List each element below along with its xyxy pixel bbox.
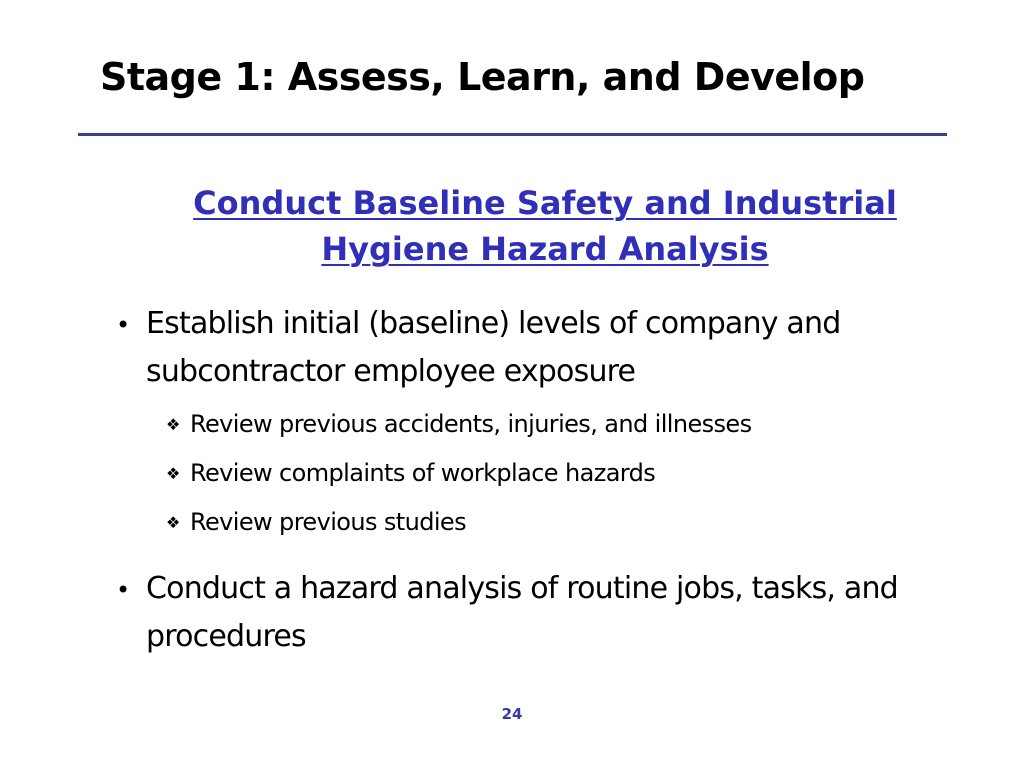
bullet-dot-icon: •	[116, 311, 130, 339]
slide-title: Stage 1: Assess, Learn, and Develop	[100, 55, 865, 99]
bullet-text: Establish initial (baseline) levels of company and subcontractor employee exposure	[146, 306, 841, 389]
title-divider	[78, 133, 947, 136]
diamond-bullet-icon: ❖	[166, 513, 180, 532]
sub-bullet-text: Review previous studies	[190, 508, 466, 536]
sub-bullet-item	[166, 498, 970, 547]
diamond-bullet-icon: ❖	[166, 415, 180, 434]
sub-bullet-list	[166, 400, 970, 547]
bullet-text: Conduct a hazard analysis of routine jobs, tasks, and procedures	[146, 571, 898, 654]
sub-bullet-text: Review complaints of workplace hazards	[190, 459, 656, 487]
bullet-dot-icon: •	[116, 576, 130, 604]
bullet-item	[110, 300, 970, 396]
subtitle-line: Hygiene Hazard Analysis	[321, 230, 769, 268]
sub-bullet-item	[166, 449, 970, 498]
slide-subtitle	[130, 180, 960, 272]
diamond-bullet-icon: ❖	[166, 464, 180, 483]
bullet-list	[110, 300, 970, 661]
page-number: 24	[501, 705, 523, 723]
subtitle-line: Conduct Baseline Safety and Industrial	[193, 184, 897, 222]
sub-bullet-item	[166, 400, 970, 449]
bullet-item	[110, 565, 970, 661]
sub-bullet-text: Review previous accidents, injuries, and illnesses	[190, 410, 752, 438]
